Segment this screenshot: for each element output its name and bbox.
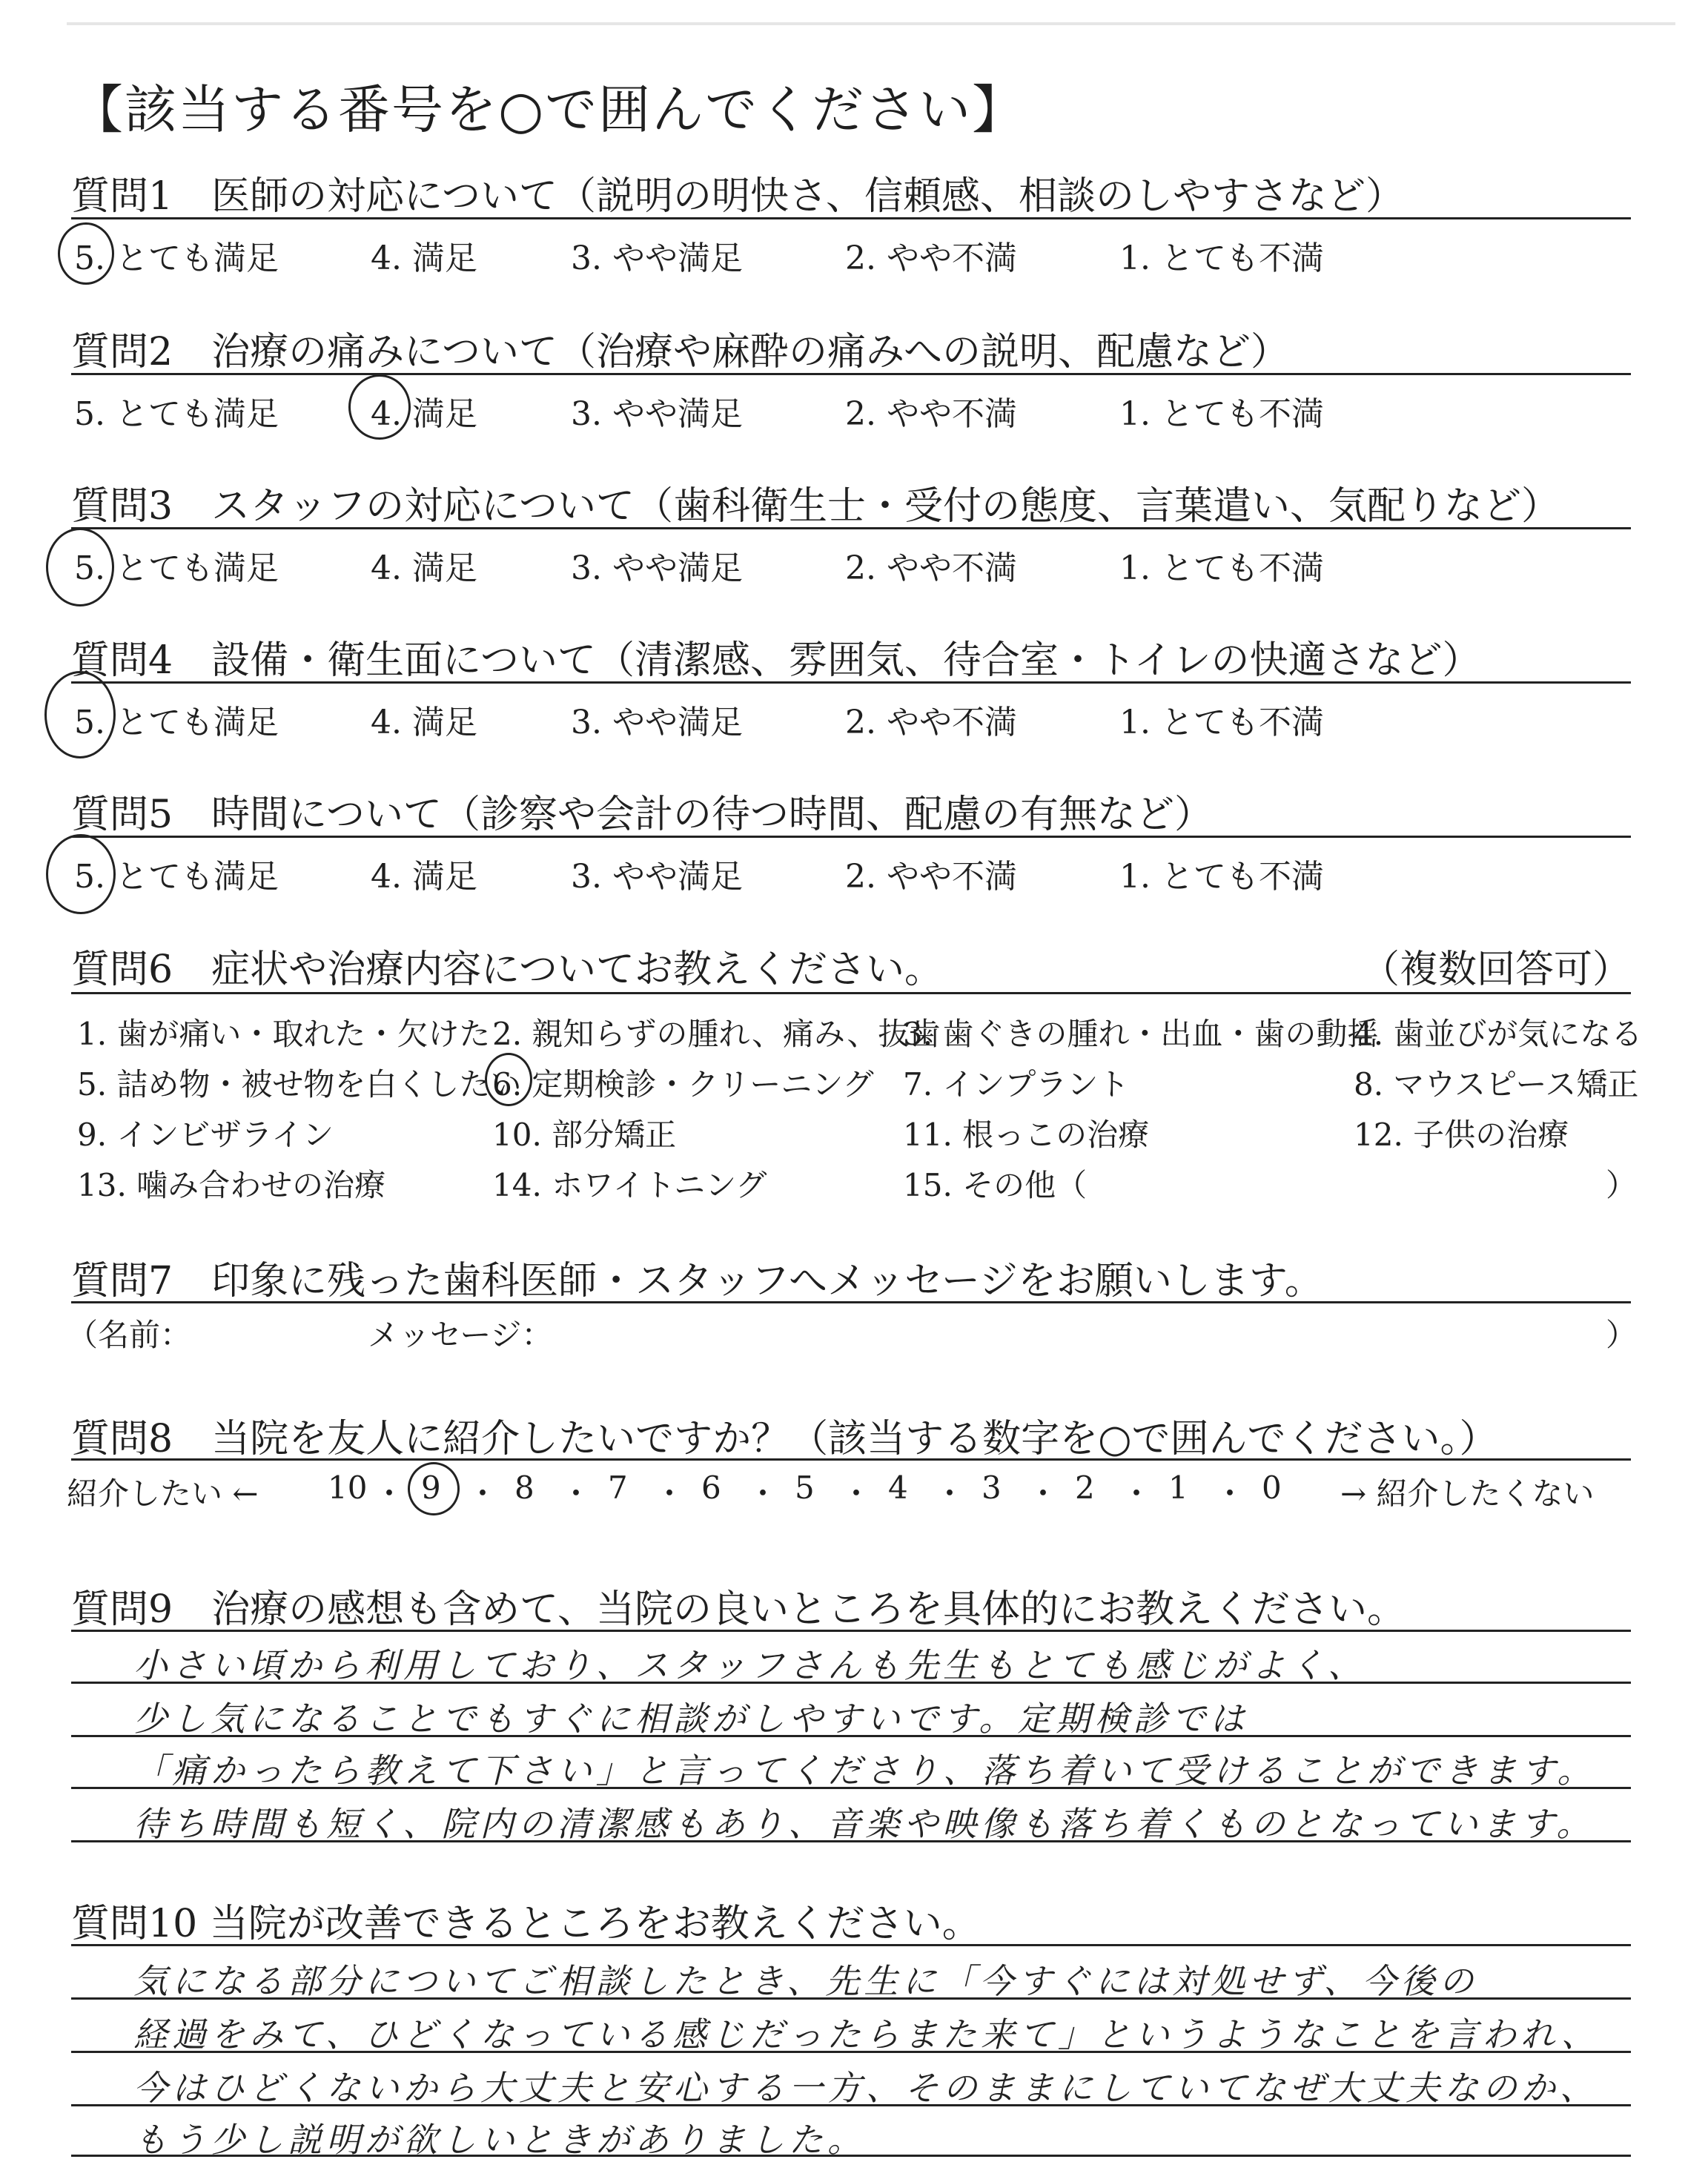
handwritten-line: 気になる部分についてご相談したとき、先生に「今すぐには対処せず、今後の <box>133 1961 1478 2001</box>
option-2[interactable]: 2. やや不満 <box>845 239 1017 277</box>
option-1[interactable]: 1. とても不満 <box>1119 704 1324 741</box>
scale-number-2[interactable]: 2 <box>1075 1470 1095 1506</box>
selection-circle <box>46 528 114 606</box>
answer-rule <box>71 2104 1631 2106</box>
option-4[interactable]: 4. 満足 <box>371 549 477 587</box>
symptom-option[interactable]: 3. 歯ぐきの腫れ・出血・歯の動揺 <box>903 1016 1379 1052</box>
symptom-option[interactable]: 14. ホワイトニング <box>492 1167 767 1203</box>
option-3[interactable]: 3. やや満足 <box>571 395 743 433</box>
question-title: 質問3 スタッフの対応について（歯科衛生士・受付の態度、言葉遣い、気配りなど） <box>71 484 1560 529</box>
symptom-option[interactable]: 4. 歯並びが気になる <box>1354 1016 1643 1052</box>
option-1[interactable]: 1. とても不満 <box>1119 239 1324 277</box>
option-2[interactable]: 2. やや不満 <box>845 395 1017 433</box>
other-close-paren: ） <box>1606 1167 1638 1203</box>
handwritten-line: 今はひどくないから大丈夫と安心する一方、そのままにしていてなぜ大丈夫なのか、 <box>133 2068 1598 2108</box>
option-3[interactable]: 3. やや満足 <box>571 239 743 277</box>
message-close-paren: ） <box>1606 1317 1638 1353</box>
form-instruction-header: 【該当する番号を○で囲んでください】 <box>71 79 1026 140</box>
question-title: 質問9 治療の感想も含めて、当院の良いところを具体的にお教えください。 <box>71 1587 1406 1632</box>
question-rule <box>71 373 1631 375</box>
option-1[interactable]: 1. とても不満 <box>1119 549 1324 587</box>
scale-number-5[interactable]: 5 <box>795 1470 815 1506</box>
option-5[interactable]: 5. とても満足 <box>74 704 279 741</box>
symptom-option[interactable]: 9. インビザライン <box>77 1117 334 1153</box>
symptom-option[interactable]: 11. 根っこの治療 <box>903 1117 1150 1153</box>
scale-separator-dot: ・ <box>1214 1475 1246 1512</box>
scale-number-7[interactable]: 7 <box>608 1470 628 1506</box>
option-1[interactable]: 1. とても不満 <box>1119 395 1324 433</box>
answer-rule <box>71 1997 1631 2000</box>
symptom-option[interactable]: 15. その他（ <box>903 1167 1088 1203</box>
symptom-option[interactable]: 8. マウスピース矯正 <box>1354 1066 1639 1103</box>
scale-separator-dot: ・ <box>841 1475 873 1512</box>
scale-separator-dot: ・ <box>467 1475 499 1512</box>
question-rule <box>71 217 1631 219</box>
scale-separator-dot: ・ <box>654 1475 686 1512</box>
selection-circle <box>58 222 114 285</box>
symptom-option[interactable]: 6. 定期検診・クリーニング <box>492 1066 874 1103</box>
name-label: （名前： <box>67 1317 192 1353</box>
selection-circle <box>348 374 411 440</box>
question-rule <box>71 681 1631 684</box>
handwritten-line: 少し気になることでもすぐに相談がしやすいです。定期検診では <box>133 1699 1249 1739</box>
top-edge-line <box>67 22 1675 25</box>
symptom-option[interactable]: 2. 親知らずの腫れ、痛み、抜歯 <box>492 1016 941 1052</box>
question-title: 質問5 時間について（診察や会計の待つ時間、配慮の有無など） <box>71 793 1214 837</box>
question-rule <box>71 1301 1631 1303</box>
question-rule <box>71 1944 1631 1946</box>
question-rule <box>71 836 1631 838</box>
answer-rule <box>71 2155 1631 2157</box>
answer-rule <box>71 1735 1631 1737</box>
option-4[interactable]: 4. 満足 <box>371 704 477 741</box>
answer-rule <box>71 1682 1631 1684</box>
scale-separator-dot: ・ <box>374 1475 406 1512</box>
scale-number-6[interactable]: 6 <box>701 1470 721 1506</box>
recommend-left-label: 紹介したい ← <box>67 1475 259 1512</box>
selection-circle <box>485 1053 532 1106</box>
handwritten-line: 経過をみて、ひどくなっている感じだったらまた来て」というようなことを言われ、 <box>133 2014 1600 2054</box>
handwritten-line: 小さい頃から利用しており、スタッフさんも先生もとても感じがよく、 <box>133 1645 1367 1685</box>
option-2[interactable]: 2. やや不満 <box>845 858 1017 896</box>
scale-number-0[interactable]: 0 <box>1262 1470 1282 1506</box>
question-rule <box>71 527 1631 529</box>
option-4[interactable]: 4. 満足 <box>371 395 477 433</box>
question-title: 質問7 印象に残った歯科医師・スタッフへメッセージをお願いします。 <box>71 1259 1323 1303</box>
question-rule <box>71 1458 1631 1461</box>
question-title: 質問6 症状や治療内容についてお教えください。 <box>71 948 944 992</box>
question-title: 質問10 当院が改善できるところをお教えください。 <box>71 1902 981 1946</box>
option-5[interactable]: 5. とても満足 <box>74 549 279 587</box>
option-5[interactable]: 5. とても満足 <box>74 395 279 433</box>
symptom-option[interactable]: 13. 噛み合わせの治療 <box>77 1167 386 1203</box>
symptom-option[interactable]: 1. 歯が痛い・取れた・欠けた <box>77 1016 491 1052</box>
question-rule <box>71 992 1631 994</box>
symptom-option[interactable]: 10. 部分矯正 <box>492 1117 677 1153</box>
symptom-option[interactable]: 5. 詰め物・被せ物を白くしたい <box>77 1066 522 1103</box>
answer-rule <box>71 2051 1631 2053</box>
message-label: メッセージ： <box>368 1317 553 1353</box>
question-rule <box>71 1630 1631 1632</box>
option-2[interactable]: 2. やや不満 <box>845 549 1017 587</box>
option-1[interactable]: 1. とても不満 <box>1119 858 1324 896</box>
scale-number-8[interactable]: 8 <box>514 1470 534 1506</box>
recommend-right-label: → 紹介したくない <box>1340 1475 1595 1512</box>
question-title: 質問8 当院を友人に紹介したいですか？（該当する数字を○で囲んでください。） <box>71 1417 1498 1461</box>
scale-separator-dot: ・ <box>560 1475 592 1512</box>
selection-circle <box>46 834 116 914</box>
option-2[interactable]: 2. やや不満 <box>845 704 1017 741</box>
option-3[interactable]: 3. やや満足 <box>571 549 743 587</box>
option-3[interactable]: 3. やや満足 <box>571 704 743 741</box>
scale-number-10[interactable]: 10 <box>328 1470 368 1506</box>
scale-number-3[interactable]: 3 <box>982 1470 1002 1506</box>
scale-separator-dot: ・ <box>934 1475 966 1512</box>
scale-separator-dot: ・ <box>1027 1475 1059 1512</box>
question-title: 質問4 設備・衛生面について（清潔感、雰囲気、待合室・トイレの快適さなど） <box>71 638 1481 683</box>
question-title: 質問2 治療の痛みについて（治療や麻酔の痛みへの説明、配慮など） <box>71 330 1290 374</box>
selection-circle <box>408 1462 460 1515</box>
scale-number-4[interactable]: 4 <box>888 1470 908 1506</box>
option-4[interactable]: 4. 満足 <box>371 239 477 277</box>
question-title: 質問1 医師の対応について（説明の明快さ、信頼感、相談のしやすさなど） <box>71 174 1404 219</box>
scale-separator-dot: ・ <box>1121 1475 1153 1512</box>
option-5[interactable]: 5. とても満足 <box>74 239 279 277</box>
handwritten-line: 待ち時間も短く、院内の清潔感もあり、音楽や映像も落ち着くものとなっています。 <box>133 1804 1595 1844</box>
selection-circle <box>44 671 116 758</box>
handwritten-line: 「痛かったら教えて下さい」と言ってくださり、落ち着いて受けることができます。 <box>133 1751 1596 1791</box>
scale-separator-dot: ・ <box>747 1475 779 1512</box>
option-5[interactable]: 5. とても満足 <box>74 858 279 896</box>
option-4[interactable]: 4. 満足 <box>371 858 477 896</box>
option-3[interactable]: 3. やや満足 <box>571 858 743 896</box>
multiple-answers-note: （複数回答可） <box>1361 948 1632 992</box>
symptom-option[interactable]: 7. インプラント <box>903 1066 1130 1103</box>
answer-rule <box>71 1787 1631 1789</box>
scale-number-9[interactable]: 9 <box>421 1470 441 1506</box>
handwritten-line: もう少し説明が欲しいときがありました。 <box>133 2120 866 2160</box>
symptom-option[interactable]: 12. 子供の治療 <box>1354 1117 1569 1153</box>
scale-number-1[interactable]: 1 <box>1168 1470 1188 1506</box>
answer-rule <box>71 1840 1631 1842</box>
